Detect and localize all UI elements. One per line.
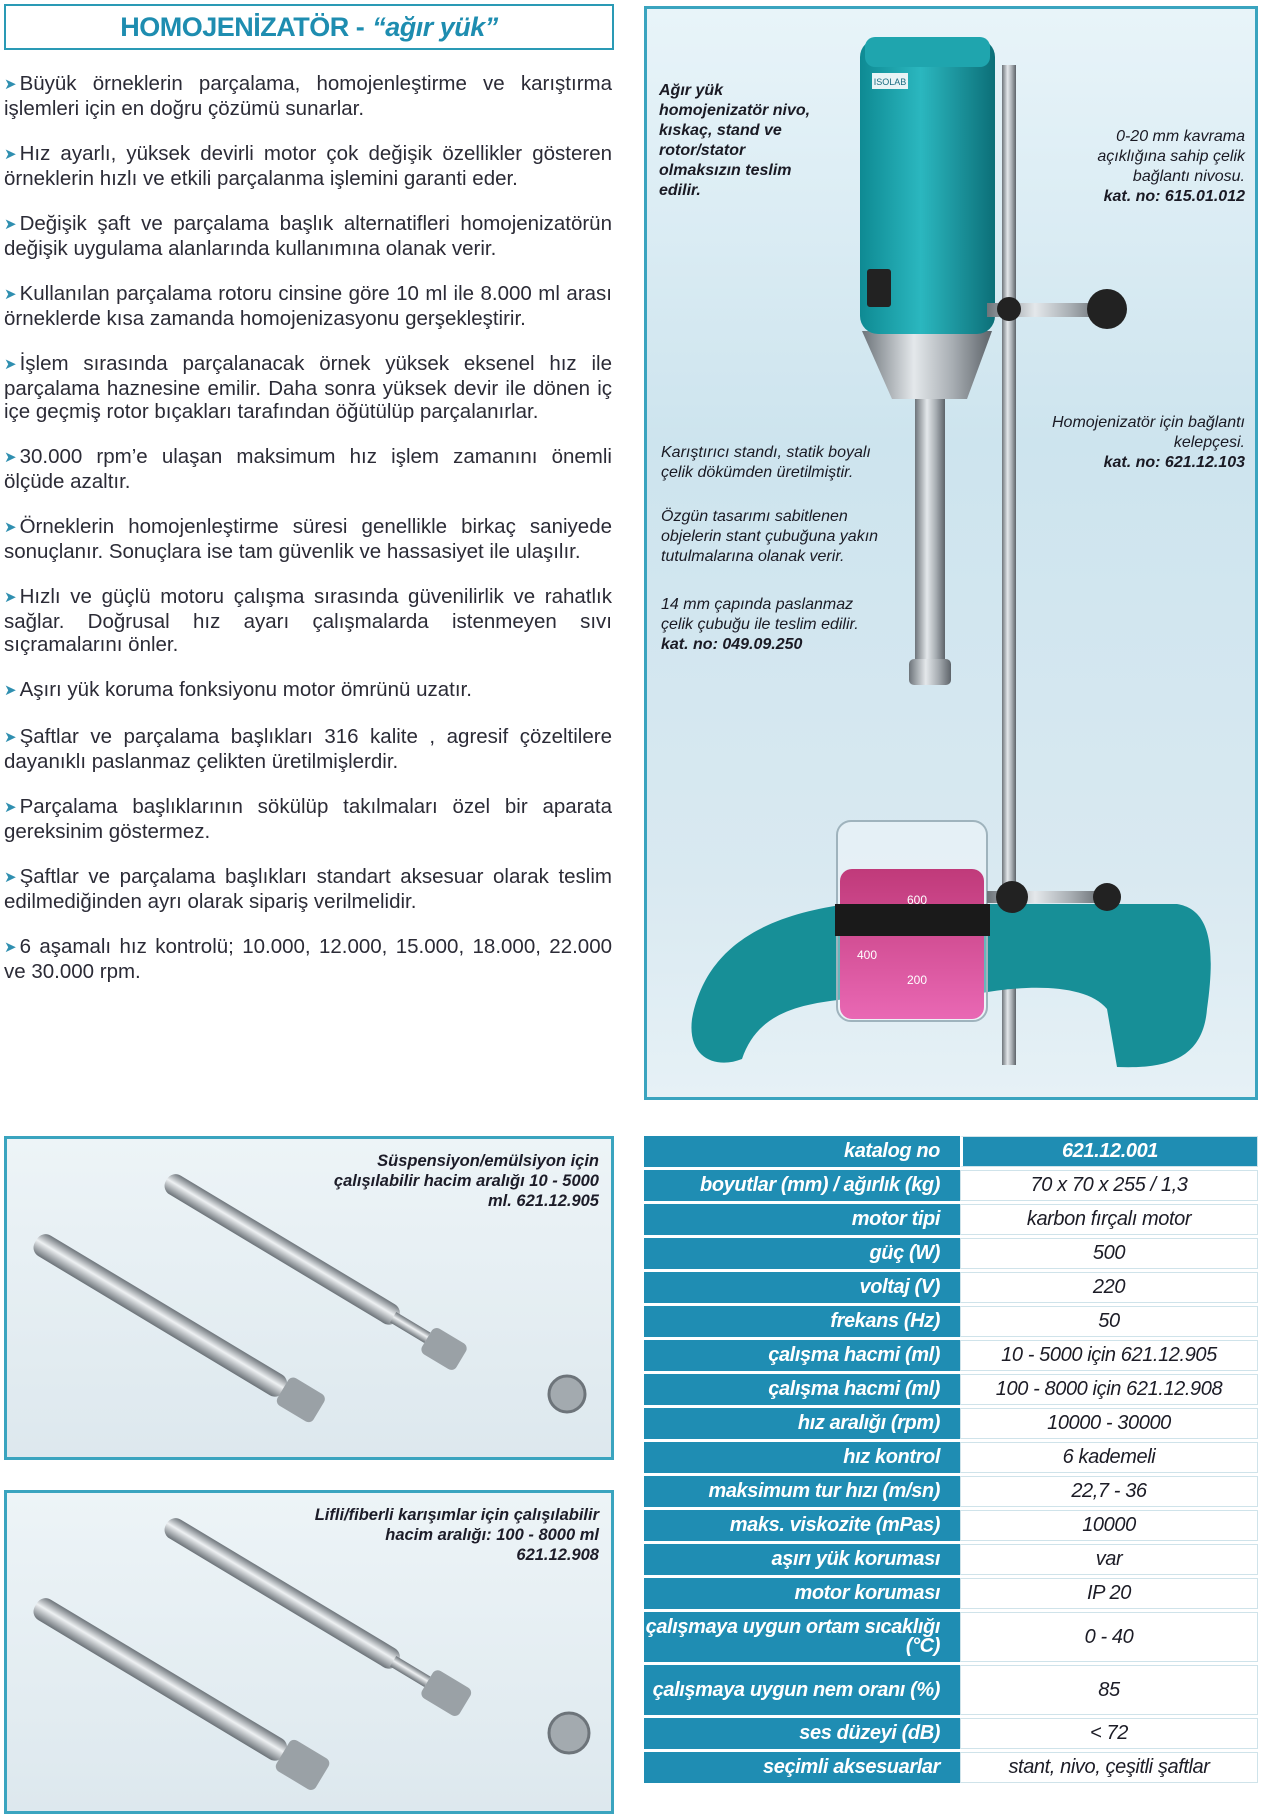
beaker-band [835,904,990,936]
caption-clamp: Homojenizatör için bağlantı kelepçesi. kat. no: 621.12.103 [1052,414,1245,471]
table-value: 50 [960,1306,1258,1337]
table-value: 500 [960,1238,1258,1269]
caption-design: Özgün tasarımı sabitlenen objelerin stant çubuğuna yakın tutulmalarına olanak verir. [661,508,879,565]
shaft-caption: Lifli/fiberli karışımlar için çalışılabilir hacim aralığı: 100 - 8000 ml 621.12.908 [314,1506,599,1564]
arrow-bullet-icon: ➤ [4,286,17,303]
table-row [644,1204,1258,1235]
table-key: frekans (Hz) [644,1306,960,1337]
arrow-bullet-icon: ➤ [4,449,17,466]
feature-item [4,865,612,913]
feature-list [4,72,612,1005]
lower-clamp-knob [996,881,1028,913]
table-row [644,1544,1258,1575]
feature-item [4,935,612,983]
table-value: 100 - 8000 için 621.12.908 [960,1374,1258,1405]
beaker-mark-600: 600 [907,893,928,907]
table-value: 621.12.001 [960,1136,1258,1167]
caption-boss: 0-20 mm kavrama açıklığına sahip çelik bağlantı nivosu. kat. no: 615.01.012 [1097,128,1245,205]
feature-text: Örneklerin homojenleştirme süresi genellikle birkaç saniyede sonuçlanır. Sonuçlara ise tam güvenlik ve hassasiyet ile ulaşılır. [4,515,612,563]
arrow-bullet-icon: ➤ [4,869,17,886]
table-value: 22,7 - 36 [960,1476,1258,1507]
table-key: boyutlar (mm) / ağırlık (kg) [644,1170,960,1201]
feature-text: 30.000 rpm’e ulaşan maksimum hız işlem zamanını önemli ölçüde azaltır. [4,445,612,493]
table-key: motor tipi [644,1204,960,1235]
shaft-head [909,659,951,685]
spec-table [644,1133,1258,1786]
table-row [644,1578,1258,1609]
table-row [644,1752,1258,1783]
feature-item [4,352,612,423]
table-value: 0 - 40 [960,1612,1258,1662]
table-key: seçimli aksesuarlar [644,1752,960,1783]
table-key: çalışma hacmi (ml) [644,1340,960,1371]
table-key: motor koruması [644,1578,960,1609]
table-key: aşırı yük koruması [644,1544,960,1575]
upper-clamp-knob [997,297,1021,321]
table-key: katalog no [644,1136,960,1167]
table-key: maks. viskozite (mPas) [644,1510,960,1541]
table-key: hız aralığı (rpm) [644,1408,960,1439]
lower-clamp-knob [1093,883,1121,911]
table-value: 10 - 5000 için 621.12.905 [960,1340,1258,1371]
feature-text: Değişik şaft ve parçalama başlık alternatifleri homojenizatörün değişik uygulama alanlarında kullanımına olanak verir. [4,212,612,260]
feature-text: Hız ayarlı, yüksek devirli motor çok değişik özellikler gösteren örneklerin hızlı ve etkili parçalanma işlemini garanti eder. [4,142,612,190]
table-key: güç (W) [644,1238,960,1269]
table-key: çalışmaya uygun nem oranı (%) [644,1665,960,1715]
feature-text: Parçalama başlıklarının sökülüp takılmaları özel bir aparata gereksinim göstermez. [4,795,612,843]
feature-item [4,212,612,260]
arrow-bullet-icon: ➤ [4,682,17,699]
feature-item [4,585,612,656]
feature-item [4,72,612,120]
page-title [4,4,614,50]
table-row [644,1238,1258,1269]
table-value: karbon fırçalı motor [960,1204,1258,1235]
feature-item [4,795,612,843]
upper-clamp-knob [1087,289,1127,329]
table-value: IP 20 [960,1578,1258,1609]
feature-text: Şaftlar ve parçalama başlıkları 316 kalite , agresif çözeltilere dayanıklı paslanmaz çelikten üretilmişlerdir. [4,725,612,773]
feature-item [4,515,612,563]
table-value: 85 [960,1665,1258,1715]
stator-cap [549,1713,589,1753]
table-value: 10000 - 30000 [960,1408,1258,1439]
table-key: çalışma hacmi (ml) [644,1374,960,1405]
feature-text: Şaftlar ve parçalama başlıkları standart aksesuar olarak teslim edilmediğinden ayrı olarak sipariş verilmelidir. [4,865,612,913]
table-value: < 72 [960,1718,1258,1749]
stator-cap [549,1376,585,1412]
homogenizer-shaft [915,391,945,659]
page-title-main: HOMOJENİZATÖR - [120,11,365,42]
table-row [644,1170,1258,1201]
caption-delivery: Ağır yük homojenizatör nivo, kıskaç, stand ve rotor/stator olmaksızın teslim edilir. [659,82,811,199]
speed-switch [867,269,891,307]
motor-collar [862,331,992,399]
table-value: 10000 [960,1510,1258,1541]
feature-text: Aşırı yük koruma fonksiyonu motor ömrünü uzatır. [19,678,472,701]
brand-label-text: ISOLAB [873,77,907,87]
arrow-bullet-icon: ➤ [4,216,17,233]
beaker-liquid [840,869,984,1019]
table-header-row [644,1136,1258,1167]
table-key: hız kontrol [644,1442,960,1473]
arrow-bullet-icon: ➤ [4,939,17,956]
table-row [644,1340,1258,1371]
beaker-mark-200: 200 [907,973,928,987]
shaft-panel-905 [4,1136,614,1460]
table-key: ses düzeyi (dB) [644,1718,960,1749]
table-row [644,1306,1258,1337]
table-row [644,1718,1258,1749]
table-value: 6 kademeli [960,1442,1258,1473]
feature-item [4,282,612,330]
table-row [644,1510,1258,1541]
feature-item [4,725,612,773]
feature-item [4,678,612,703]
table-row [644,1272,1258,1303]
shaft-front [27,1589,332,1792]
motor-cap [865,37,990,67]
arrow-bullet-icon: ➤ [4,76,17,93]
arrow-bullet-icon: ➤ [4,729,17,746]
table-value: var [960,1544,1258,1575]
arrow-bullet-icon: ➤ [4,519,17,536]
table-row [644,1665,1258,1715]
shaft-panel-908 [4,1490,614,1814]
arrow-bullet-icon: ➤ [4,356,17,373]
page-title-sub: “ağır yük” [372,11,498,42]
caption-stand: Karıştırıcı standı, statik boyalı çelik dökümden üretilmiştir. [661,444,871,481]
beaker-mark-400: 400 [857,948,878,962]
feature-item [4,445,612,493]
feature-text: Hızlı ve güçlü motoru çalışma sırasında güvenilirlik ve rahatlık sağlar. Doğrusal hız ayarı çalışmalarda istenmeyen sıvı sıçramalarını önler. [4,585,612,656]
table-row [644,1476,1258,1507]
shaft-caption: Süspensiyon/emülsiyon için çalışılabilir hacim aralığı 10 - 5000 ml. 621.12.905 [333,1152,599,1210]
product-photo-panel [644,6,1258,1100]
feature-text: 6 aşamalı hız kontrolü; 10.000, 12.000, 15.000, 18.000, 22.000 ve 30.000 rpm. [4,935,612,983]
table-key: çalışmaya uygun ortam sıcaklığı (°C) [644,1612,960,1662]
feature-text: Büyük örneklerin parçalama, homojenleştirme ve karıştırma işlemleri için en doğru çözümü sunarlar. [4,72,612,120]
caption-rod: 14 mm çapında paslanmaz çelik çubuğu ile teslim edilir. kat. no: 049.09.250 [661,596,859,653]
feature-text: Kullanılan parçalama rotoru cinsine göre 10 ml ile 8.000 ml arası örneklerde kısa zamanda homojenizasyonu gerşekleştirir. [4,282,612,330]
table-value: 220 [960,1272,1258,1303]
arrow-bullet-icon: ➤ [4,799,17,816]
table-key: voltaj (V) [644,1272,960,1303]
feature-item [4,142,612,190]
table-value: 70 x 70 x 255 / 1,3 [960,1170,1258,1201]
feature-text: İşlem sırasında parçalanacak örnek yüksek eksenel hız ile parçalama haznesine emilir. Daha sonra yüksek devir ile dönen iç içe geçmiş rotor bıçakları tarafından öğütülüp parçalanırlar. [4,352,612,423]
table-row [644,1408,1258,1439]
arrow-bullet-icon: ➤ [4,146,17,163]
table-row [644,1612,1258,1662]
table-value: stant, nivo, çeşitli şaftlar [960,1752,1258,1783]
table-row [644,1374,1258,1405]
arrow-bullet-icon: ➤ [4,589,17,606]
table-row [644,1442,1258,1473]
table-key: maksimum tur hızı (m/sn) [644,1476,960,1507]
